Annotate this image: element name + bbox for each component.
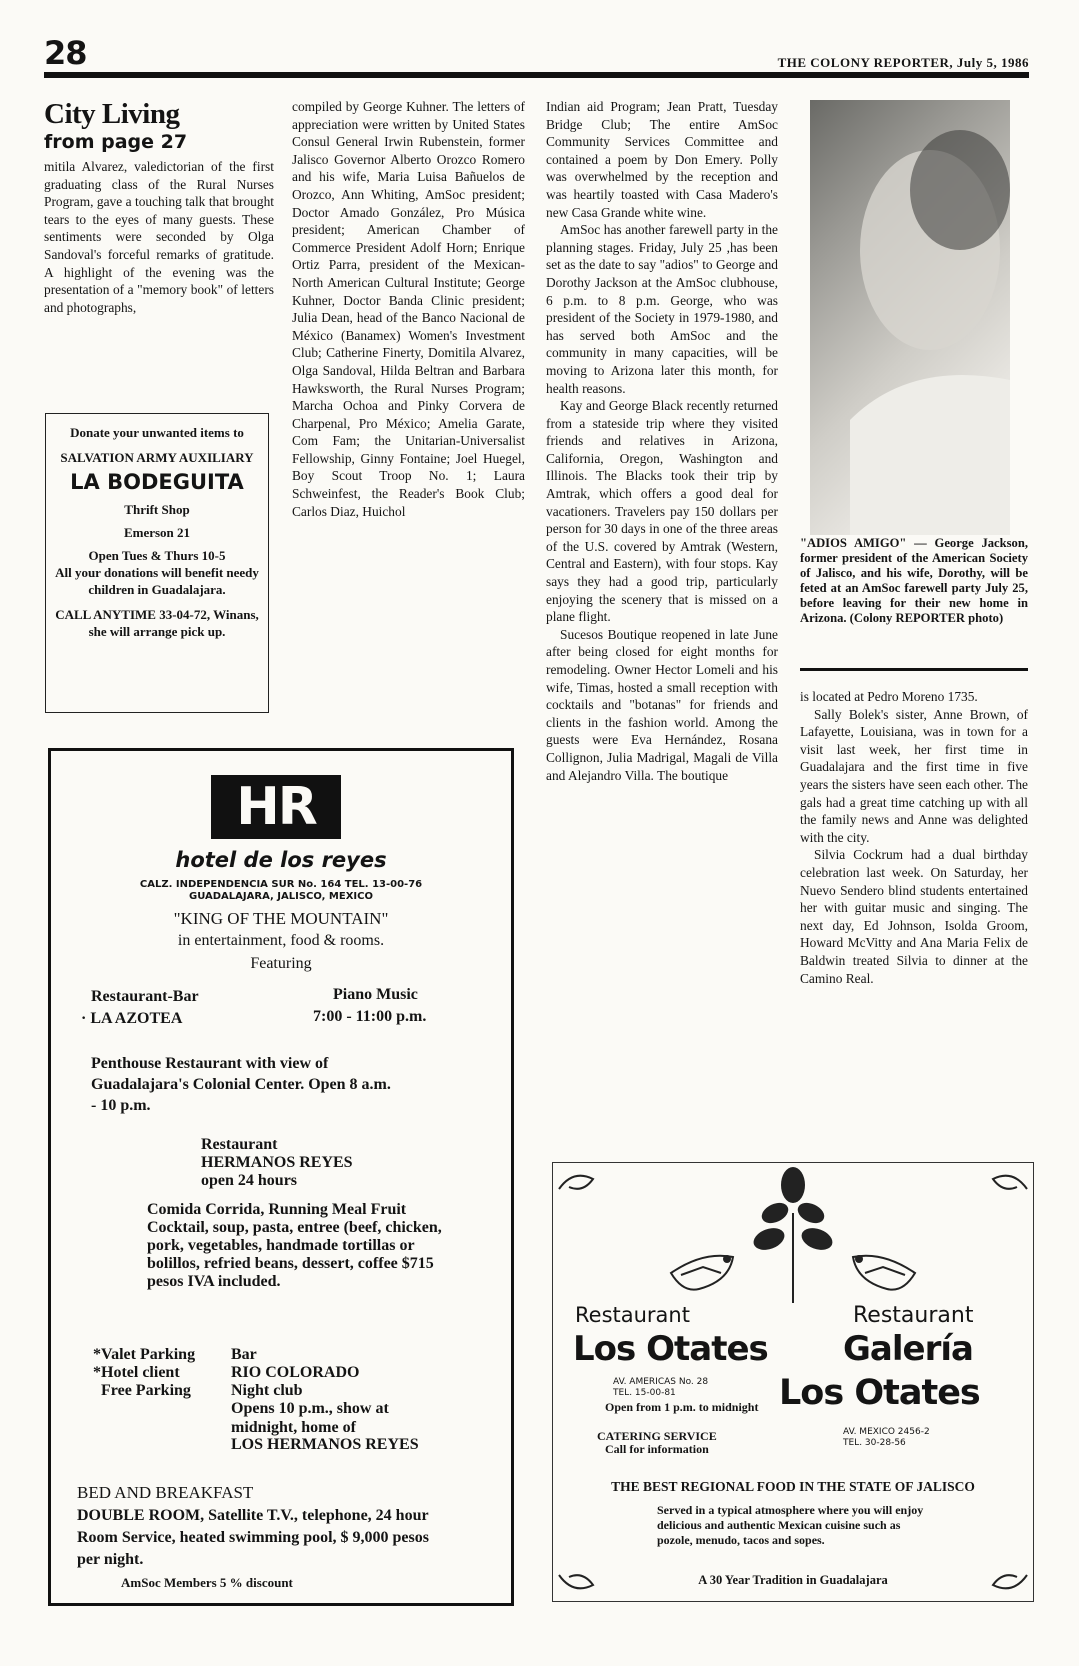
caption-rule (800, 668, 1028, 671)
bnb-title: BED AND BREAKFAST (77, 1483, 254, 1502)
subheadline: from page 27 (44, 131, 188, 153)
column-4 (800, 688, 1028, 987)
george-jackson-photo (810, 100, 1010, 535)
bodeguita-ad (45, 413, 269, 713)
hotel-featuring: Featuring (250, 955, 312, 972)
restaurant-bar-name: · LA AZOTEA (81, 1010, 183, 1027)
piano-time: 7:00 - 11:00 p.m. (313, 1008, 427, 1025)
column-3-p1: Indian aid Program; Jean Pratt, Tuesday Bridge Club; The entire AmSoc Community Services Committee and contained a poem by Don Emery. Polly was overwhelmed by the reception and was heartily toasted with Casa Madero's new Casa Grande white wine. (546, 99, 778, 220)
restaurant-hours: open 24 hours (201, 1172, 298, 1189)
night-club: Night club (231, 1382, 303, 1399)
column-4-p2: Sally Bolek's sister, Anne Brown, of Lafayette, Louisiana, was in town for a visit last week, her first time in Guadalajara and the first time in five years the sisters have seen each other. The gals had a great time catching up with all the family news and Anne was delighted with the city. (800, 706, 1028, 845)
column-2-text: compiled by George Kuhner. The letters of appreciation were written by United States Consul General Irwin Rubenstein, former Jalisco Governor Alberto Orozco Romero and his wife, Maria Luisa Bañuelos de Orozco, Ann Whiting, AmSoc president; Doctor Amado González, Pro Música president; American Chamber of Commerce President Adolf Horn; Enrique Ortiz Parra, president of the Mexican-North American Cultural Institute; George Kuhner, Doctor Banda Clinic president; Julia Dean, head of the Banco Nacional de México (Banamex) Women's Investment Club; Catherine Finerty, Domitila Alvarez, Olga Sandoval, Hilda Beltran and Barbara Hawksworth, the Rural Nurses Program; Marcha Ochoa and Pinky Corvera de Charpenal, Pro México; Amelia Garate, Com Fam; the Unitarian-Universalist Fellowship, Ginny Fontaine; Joel Huegel, Boy Scout Troop No. 1; Laura Schweinfest, the Reader's Book Club; Carlos Diaz, Huichol (292, 99, 525, 519)
bodeguita-line1: Donate your unwanted items to (70, 425, 244, 440)
bodeguita-line5: Open Tues & Thurs 10-5 (88, 548, 226, 563)
right-restaurant-name-2: Los Otates (779, 1373, 980, 1413)
otates-tagline: THE BEST REGIONAL FOOD IN THE STATE OF JALISCO (611, 1479, 975, 1494)
right-tel: TEL. 30-28-56 (843, 1438, 906, 1448)
bodeguita-line7: CALL ANYTIME 33-04-72, Winans, she will arrange pick up. (55, 607, 259, 639)
bnb-text: DOUBLE ROOM, Satellite T.V., telephone, 24 hour Room Service, heated swimming pool, $ 9,000 pesos per night. (77, 1507, 429, 1568)
amsoc-discount: AmSoc Members 5 % discount (121, 1575, 293, 1590)
headline: City Living (44, 98, 180, 130)
piano-label: Piano Music (333, 986, 418, 1003)
column-3 (546, 98, 778, 784)
bodeguita-line2: SALVATION ARMY AUXILIARY (60, 450, 254, 465)
left-hours: Open from 1 p.m. to midnight (605, 1400, 759, 1414)
column-3-p2: AmSoc has another farewell party in the planning stages. Friday, July 25 ,has been set as the date to say "adios" to George and Dorothy Jackson at the AmSoc clubhouse, 6 p.m. to 8 p.m. George, who was president of the Society in 1979-1980, and has served both AmSoc and the community in many capacities, will be moving to Arizona later this month, for health reasons. (546, 222, 778, 396)
los-otates-ad (552, 1162, 1034, 1602)
restaurant-name: HERMANOS REYES (201, 1154, 353, 1171)
corner-flourish-icon (559, 1176, 593, 1189)
left-tel: TEL. 15-00-81 (613, 1388, 676, 1398)
comida-text: Comida Corrida, Running Meal Fruit Cocktail, soup, pasta, entree (beef, chicken, pork, vegetables, handmade tortillas or bolillos, refried beans, dessert, coffee $715 pesos IVA included. (147, 1201, 442, 1290)
column-3-p4: Sucesos Boutique reopened in late June after being closed for eight months for remodeling. Owner Hector Lomeli and his wife, Timas, hosted a small reception with cocktails and "botanas" for friends and clients in the fashion world. Among the guests were Eva Hernández, Rosana Collignon, Julia Madrigal, Magali de Villa and Alejandro Villa. The boutique (546, 626, 778, 783)
hotel-name: hotel de los reyes (175, 848, 387, 872)
column-4-p3: Silvia Cockrum had a dual birthday celebration last week. On Saturday, her Nuevo Sendero blind students entertained her with guitar music and singing. The next day, Ed Johnson, Isolda Groom, Howard McVitty and Ana Maria Felix de Baldwin treated Silvia to dinner at the Camino Real. (800, 847, 1028, 986)
hotel-client: *Hotel client (93, 1364, 180, 1381)
column-1-text: mitila Alvarez, valedictorian of the first graduating class of the Rural Nurses Program, gave a touching talk that brought tears to the eyes of many guests. These sentiments were seconded by Olga Sandoval's forceful remarks of gratitude. A highlight of the evening was the presentation of a "memory book" of letters and photographs, (44, 159, 274, 315)
portrait-silhouette (810, 100, 1010, 535)
column-2 (292, 98, 525, 520)
otates-served-text: Served in a typical atmosphere where you will enjoy delicious and authentic Mexican cuisine such as pozole, menudo, tacos and sopes. (657, 1503, 924, 1547)
bar-name: RIO COLORADO (231, 1364, 360, 1381)
right-address: AV. MEXICO 2456-2 (843, 1427, 930, 1437)
free-parking: Free Parking (101, 1382, 191, 1399)
hotel-logo: HR (211, 775, 341, 839)
left-restaurant-label: Restaurant (575, 1303, 690, 1327)
otates-tradition: A 30 Year Tradition in Guadalajara (698, 1573, 888, 1587)
corner-flourish-icon (993, 1176, 1027, 1189)
left-restaurant-name: Los Otates (573, 1329, 768, 1369)
left-address: AV. AMERICAS No. 28 (613, 1377, 709, 1387)
bodeguita-name: LA BODEGUITA (70, 470, 244, 494)
hotel-address-2: GUADALAJARA, JALISCO, MEXICO (189, 891, 373, 902)
opens-text: Opens 10 p.m., show at midnight, home of (231, 1400, 389, 1436)
bodeguita-line4: Emerson 21 (123, 525, 191, 540)
hotel-de-los-reyes-ad (48, 748, 514, 1606)
bird-left-icon (671, 1256, 733, 1290)
los-hermanos-reyes: LOS HERMANOS REYES (231, 1436, 419, 1453)
photo-caption: "ADIOS AMIGO" — George Jackson, former president of the American Society of Jalisco, and his wife, Dorothy, will be feted at an AmSoc farewell party July 25, before leaving for their new home in Arizona. (Colony REPORTER photo) (800, 536, 1028, 625)
bird-right-icon (853, 1256, 915, 1290)
restaurant-bar-label: Restaurant-Bar (91, 988, 199, 1005)
hotel-address-1: CALZ. INDEPENDENCIA SUR No. 164 TEL. 13-00-76 (139, 879, 423, 890)
top-rule (44, 72, 1029, 78)
hotel-slogan-2: in entertainment, food & rooms. (177, 932, 385, 949)
valet-parking: *Valet Parking (93, 1346, 196, 1363)
penthouse-text: Penthouse Restaurant with view of Guadalajara's Colonial Center. Open 8 a.m. - 10 p.m. (91, 1055, 391, 1114)
right-restaurant-label: Restaurant (853, 1303, 974, 1328)
column-3-p3: Kay and George Black recently returned from a stateside trip where they visited friends and relatives in Arizona, California, Oregon, Washington and Illinois. The Blacks took their trip by Amtrak, which offers a good deal for vacationers. Travelers pay 150 dollars per person for 30 days in one of the three areas of the U.S. covered by Amtrak (Western, Central and Eastern), with four stops. Kay says they had a good trip, particularly enjoying the scenery that is missed on a plane flight. (546, 398, 778, 625)
hotel-slogan: "KING OF THE MOUNTAIN" (173, 909, 389, 928)
restaurant-label: Restaurant (201, 1136, 278, 1153)
right-restaurant-name-1: Galería (843, 1329, 973, 1369)
bar-label: Bar (231, 1346, 257, 1363)
publication-line: THE COLONY REPORTER, July 5, 1986 (777, 55, 1029, 70)
call-for-info: Call for information (605, 1442, 709, 1456)
bodeguita-line6: All your donations will benefit needy children in Guadalajara. (55, 565, 259, 597)
page-number: 28 (44, 34, 87, 72)
column-1 (44, 98, 274, 316)
column-4-p1: is located at Pedro Moreno 1735. (800, 689, 978, 704)
catering-service: CATERING SERVICE (597, 1429, 717, 1443)
bodeguita-line3: Thrift Shop (124, 502, 190, 517)
